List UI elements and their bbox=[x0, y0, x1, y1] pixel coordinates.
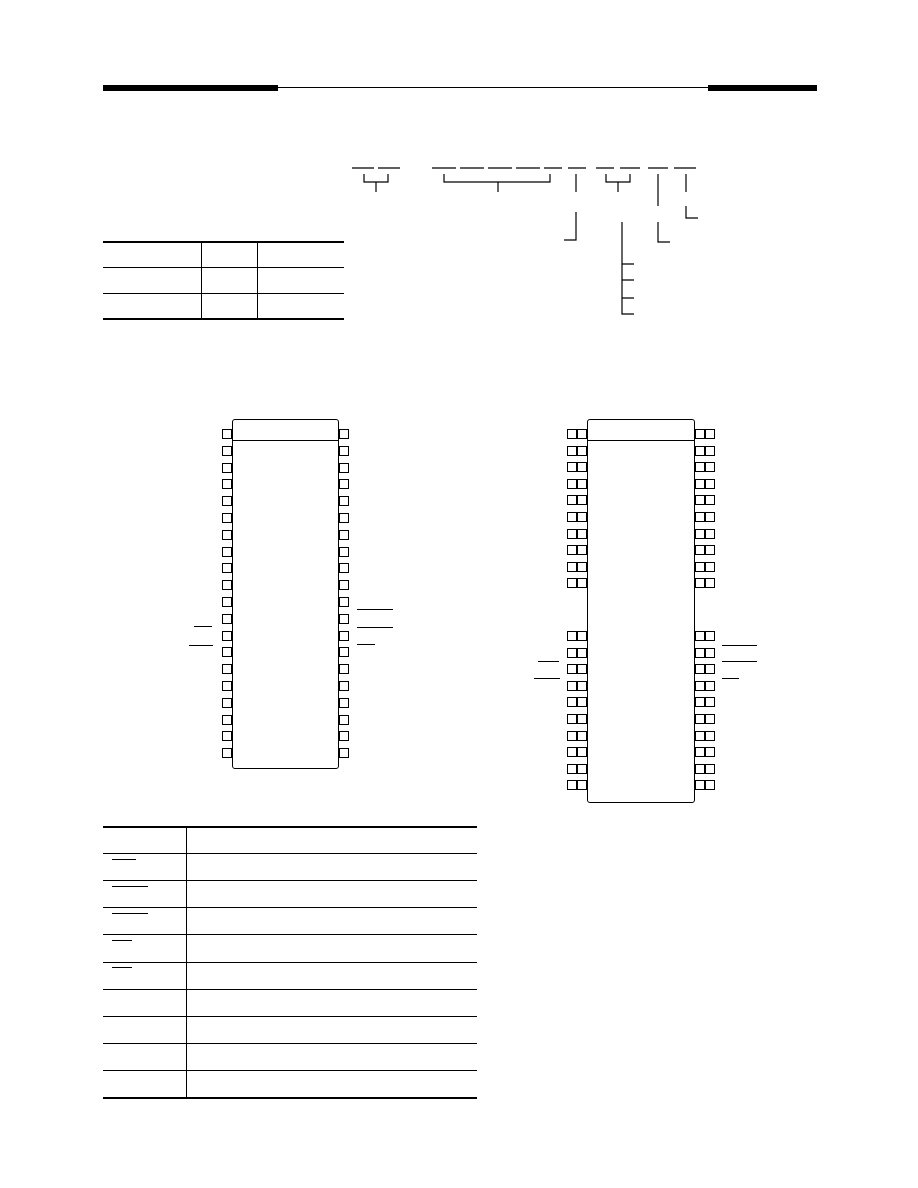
pin-right-outer bbox=[705, 714, 715, 724]
pin-right-outer bbox=[705, 764, 715, 774]
pin-right bbox=[339, 479, 349, 489]
pin-overbar bbox=[722, 678, 739, 679]
pin-overbar bbox=[722, 645, 757, 646]
right-ic-header-line bbox=[588, 440, 694, 441]
pin-left-inner bbox=[577, 495, 587, 505]
table-row-rule bbox=[103, 880, 477, 881]
pin-right bbox=[339, 463, 349, 473]
pin-left-outer bbox=[567, 479, 577, 489]
pin-left-outer bbox=[567, 697, 577, 707]
pin-overbar bbox=[194, 626, 212, 627]
pin-left-outer bbox=[567, 648, 577, 658]
pin-right-inner bbox=[695, 681, 705, 691]
pin-right bbox=[339, 496, 349, 506]
pin-name-overbar bbox=[112, 886, 148, 887]
pin-right bbox=[339, 681, 349, 691]
ordering-code-diagram bbox=[340, 160, 720, 320]
pin-right bbox=[339, 429, 349, 439]
pin-right-inner bbox=[695, 578, 705, 588]
pin-left bbox=[222, 647, 232, 657]
pin-overbar bbox=[189, 645, 213, 646]
pin-right-outer bbox=[705, 697, 715, 707]
pin-left-inner bbox=[577, 446, 587, 456]
pin-left bbox=[222, 446, 232, 456]
pin-right bbox=[339, 513, 349, 523]
pin-left-inner bbox=[577, 664, 587, 674]
pin-left-outer bbox=[567, 446, 577, 456]
pin-left bbox=[222, 664, 232, 674]
pin-right-inner bbox=[695, 495, 705, 505]
pin-right bbox=[339, 664, 349, 674]
pin-left-outer bbox=[567, 512, 577, 522]
pin-name-overbar bbox=[112, 859, 136, 860]
pin-right-outer bbox=[705, 631, 715, 641]
pin-left-inner bbox=[577, 714, 587, 724]
table-row-rule bbox=[103, 1070, 477, 1071]
pin-right-inner bbox=[695, 780, 705, 790]
table-row-rule bbox=[103, 962, 477, 963]
pin-left-outer bbox=[567, 545, 577, 555]
pin-name-overbar bbox=[112, 940, 132, 941]
right-ic-body bbox=[587, 419, 695, 803]
pin-right-inner bbox=[695, 562, 705, 572]
pin-overbar bbox=[538, 661, 559, 662]
pin-overbar bbox=[357, 609, 393, 610]
pin-right bbox=[339, 614, 349, 624]
pin-left-outer bbox=[567, 681, 577, 691]
pin-left-outer bbox=[567, 578, 577, 588]
pin-left bbox=[222, 563, 232, 573]
pin-left-inner bbox=[577, 462, 587, 472]
pin-right-inner bbox=[695, 697, 705, 707]
pin-right-outer bbox=[705, 462, 715, 472]
pin-right-outer bbox=[705, 681, 715, 691]
pin-right bbox=[339, 715, 349, 725]
pin-name-overbar bbox=[112, 967, 132, 968]
pin-right-outer bbox=[705, 495, 715, 505]
pin-right-outer bbox=[705, 578, 715, 588]
pin-right-outer bbox=[705, 747, 715, 757]
pin-right bbox=[339, 547, 349, 557]
pin-left-outer bbox=[567, 562, 577, 572]
pin-left-inner bbox=[577, 545, 587, 555]
pin-left-inner bbox=[577, 562, 587, 572]
header-bar-left bbox=[103, 85, 278, 91]
pin-right-inner bbox=[695, 446, 705, 456]
pin-left-outer bbox=[567, 631, 577, 641]
pin-overbar bbox=[534, 678, 560, 679]
pin-left bbox=[222, 631, 232, 641]
pin-left bbox=[222, 463, 232, 473]
pin-right bbox=[339, 647, 349, 657]
pin-right bbox=[339, 731, 349, 741]
pin-right bbox=[339, 530, 349, 540]
pin-right-outer bbox=[705, 780, 715, 790]
pin-left bbox=[222, 698, 232, 708]
pin-left-outer bbox=[567, 764, 577, 774]
pin-right bbox=[339, 446, 349, 456]
pin-left-outer bbox=[567, 462, 577, 472]
table-row-rule bbox=[103, 1043, 477, 1044]
pin-left bbox=[222, 681, 232, 691]
header-bar-right bbox=[708, 85, 817, 91]
pin-overbar bbox=[357, 627, 393, 628]
pin-left-inner bbox=[577, 479, 587, 489]
pin-right-outer bbox=[705, 446, 715, 456]
table-row-rule bbox=[103, 934, 477, 935]
pin-right-outer bbox=[705, 545, 715, 555]
pin-left-outer bbox=[567, 714, 577, 724]
pin-name-overbar bbox=[112, 913, 148, 914]
pin-right bbox=[339, 748, 349, 758]
left-ic-header-line bbox=[233, 440, 338, 441]
pin-right-inner bbox=[695, 747, 705, 757]
pin-left-inner bbox=[577, 648, 587, 658]
pin-left-outer bbox=[567, 780, 577, 790]
pin-right bbox=[339, 631, 349, 641]
pin-right-outer bbox=[705, 648, 715, 658]
pin-right bbox=[339, 698, 349, 708]
pin-right-outer bbox=[705, 664, 715, 674]
pin-right-inner bbox=[695, 631, 705, 641]
pin-overbar bbox=[357, 644, 375, 645]
pin-right-inner bbox=[695, 429, 705, 439]
pin-left-inner bbox=[577, 578, 587, 588]
pin-right-inner bbox=[695, 462, 705, 472]
pin-left bbox=[222, 614, 232, 624]
pin-right-outer bbox=[705, 479, 715, 489]
table-row-rule bbox=[103, 853, 477, 854]
pin-right-inner bbox=[695, 545, 705, 555]
pin-left-inner bbox=[577, 429, 587, 439]
pin-right-outer bbox=[705, 731, 715, 741]
pin-right-inner bbox=[695, 529, 705, 539]
pin-right-inner bbox=[695, 731, 705, 741]
pin-left-inner bbox=[577, 697, 587, 707]
pin-left-inner bbox=[577, 731, 587, 741]
pin-left-inner bbox=[577, 681, 587, 691]
pin-left bbox=[222, 496, 232, 506]
pin-right bbox=[339, 597, 349, 607]
pin-left bbox=[222, 513, 232, 523]
pin-left-outer bbox=[567, 429, 577, 439]
pin-left-inner bbox=[577, 764, 587, 774]
pin-right-inner bbox=[695, 479, 705, 489]
pin-left bbox=[222, 530, 232, 540]
header-rule bbox=[278, 87, 708, 88]
pin-left-outer bbox=[567, 495, 577, 505]
pin-left-outer bbox=[567, 664, 577, 674]
pin-left-outer bbox=[567, 529, 577, 539]
left-ic-body bbox=[232, 419, 339, 769]
pin-right-inner bbox=[695, 764, 705, 774]
pin-right-outer bbox=[705, 512, 715, 522]
table-row-rule bbox=[103, 1016, 477, 1017]
pin-left-inner bbox=[577, 512, 587, 522]
pin-left-inner bbox=[577, 631, 587, 641]
pin-left bbox=[222, 748, 232, 758]
pin-left bbox=[222, 547, 232, 557]
pin-right-inner bbox=[695, 512, 705, 522]
pin-left bbox=[222, 731, 232, 741]
table-row-rule bbox=[103, 907, 477, 908]
pin-right-inner bbox=[695, 664, 705, 674]
pin-right-outer bbox=[705, 429, 715, 439]
table-row-rule bbox=[103, 989, 477, 990]
pin-right-inner bbox=[695, 648, 705, 658]
pin-right-outer bbox=[705, 562, 715, 572]
pin-left bbox=[222, 597, 232, 607]
pin-overbar bbox=[722, 661, 757, 662]
pin-right bbox=[339, 563, 349, 573]
pin-left bbox=[222, 429, 232, 439]
pin-left-outer bbox=[567, 747, 577, 757]
pin-left-outer bbox=[567, 731, 577, 741]
pin-left bbox=[222, 715, 232, 725]
pin-left-inner bbox=[577, 747, 587, 757]
pin-left bbox=[222, 580, 232, 590]
pin-left-inner bbox=[577, 529, 587, 539]
pin-right bbox=[339, 580, 349, 590]
pin-right-outer bbox=[705, 529, 715, 539]
pin-right-inner bbox=[695, 714, 705, 724]
pin-left-inner bbox=[577, 780, 587, 790]
pin-left bbox=[222, 479, 232, 489]
